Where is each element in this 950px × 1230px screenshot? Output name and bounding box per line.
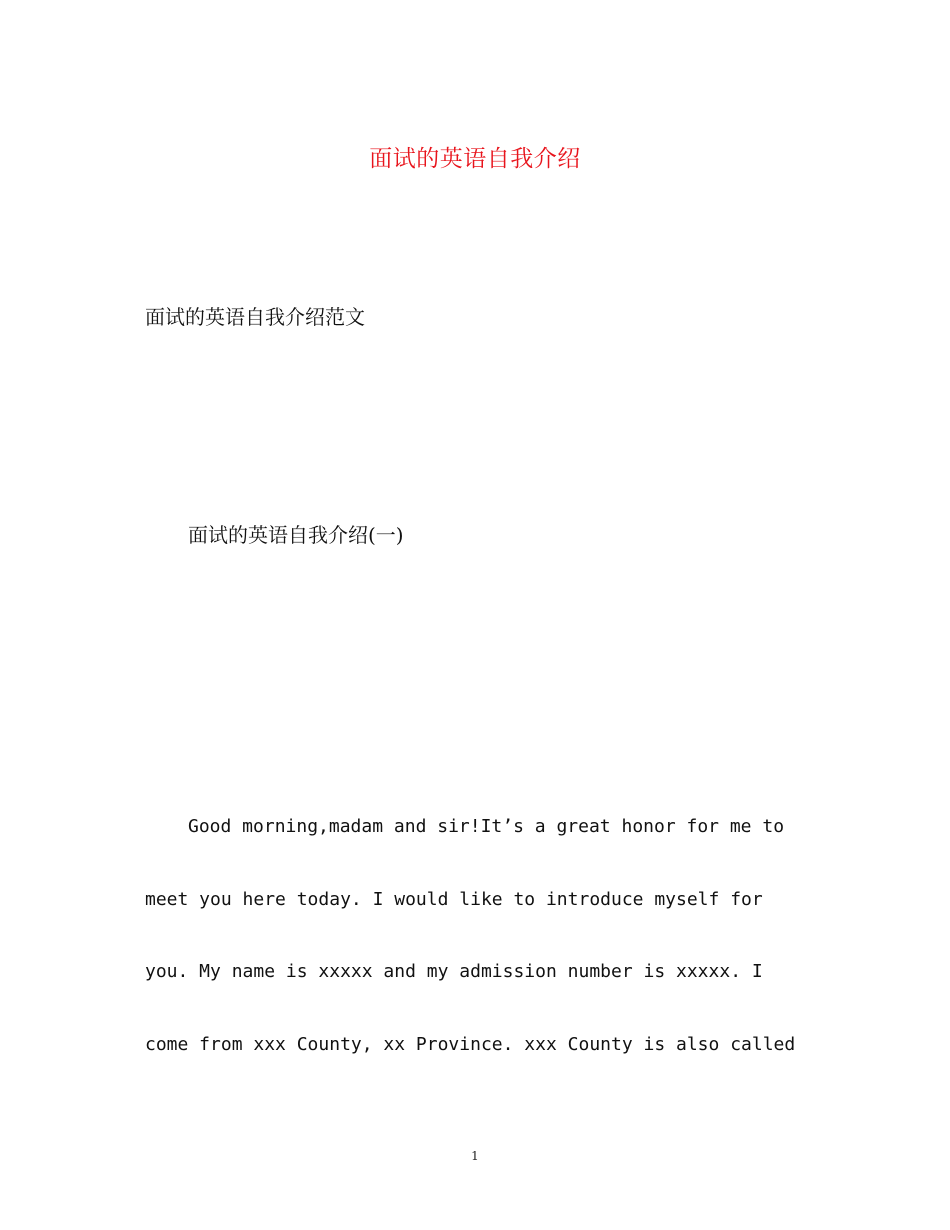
page-number: 1: [471, 1149, 479, 1163]
document-title: 面试的英语自我介绍: [369, 146, 581, 172]
body-text-line: come from xxx County, xx Province. xxx County is also called: [145, 1034, 796, 1055]
section-heading: 面试的英语自我介绍(一): [188, 523, 404, 547]
document-subtitle: 面试的英语自我介绍范文: [145, 305, 365, 329]
body-text-line: Good morning,madam and sir!It’s a great honor for me to: [188, 816, 785, 837]
body-text-line: meet you here today. I would like to introduce myself for: [145, 889, 763, 910]
body-text-line: you. My name is xxxxx and my admission number is xxxxx. I: [145, 961, 763, 982]
